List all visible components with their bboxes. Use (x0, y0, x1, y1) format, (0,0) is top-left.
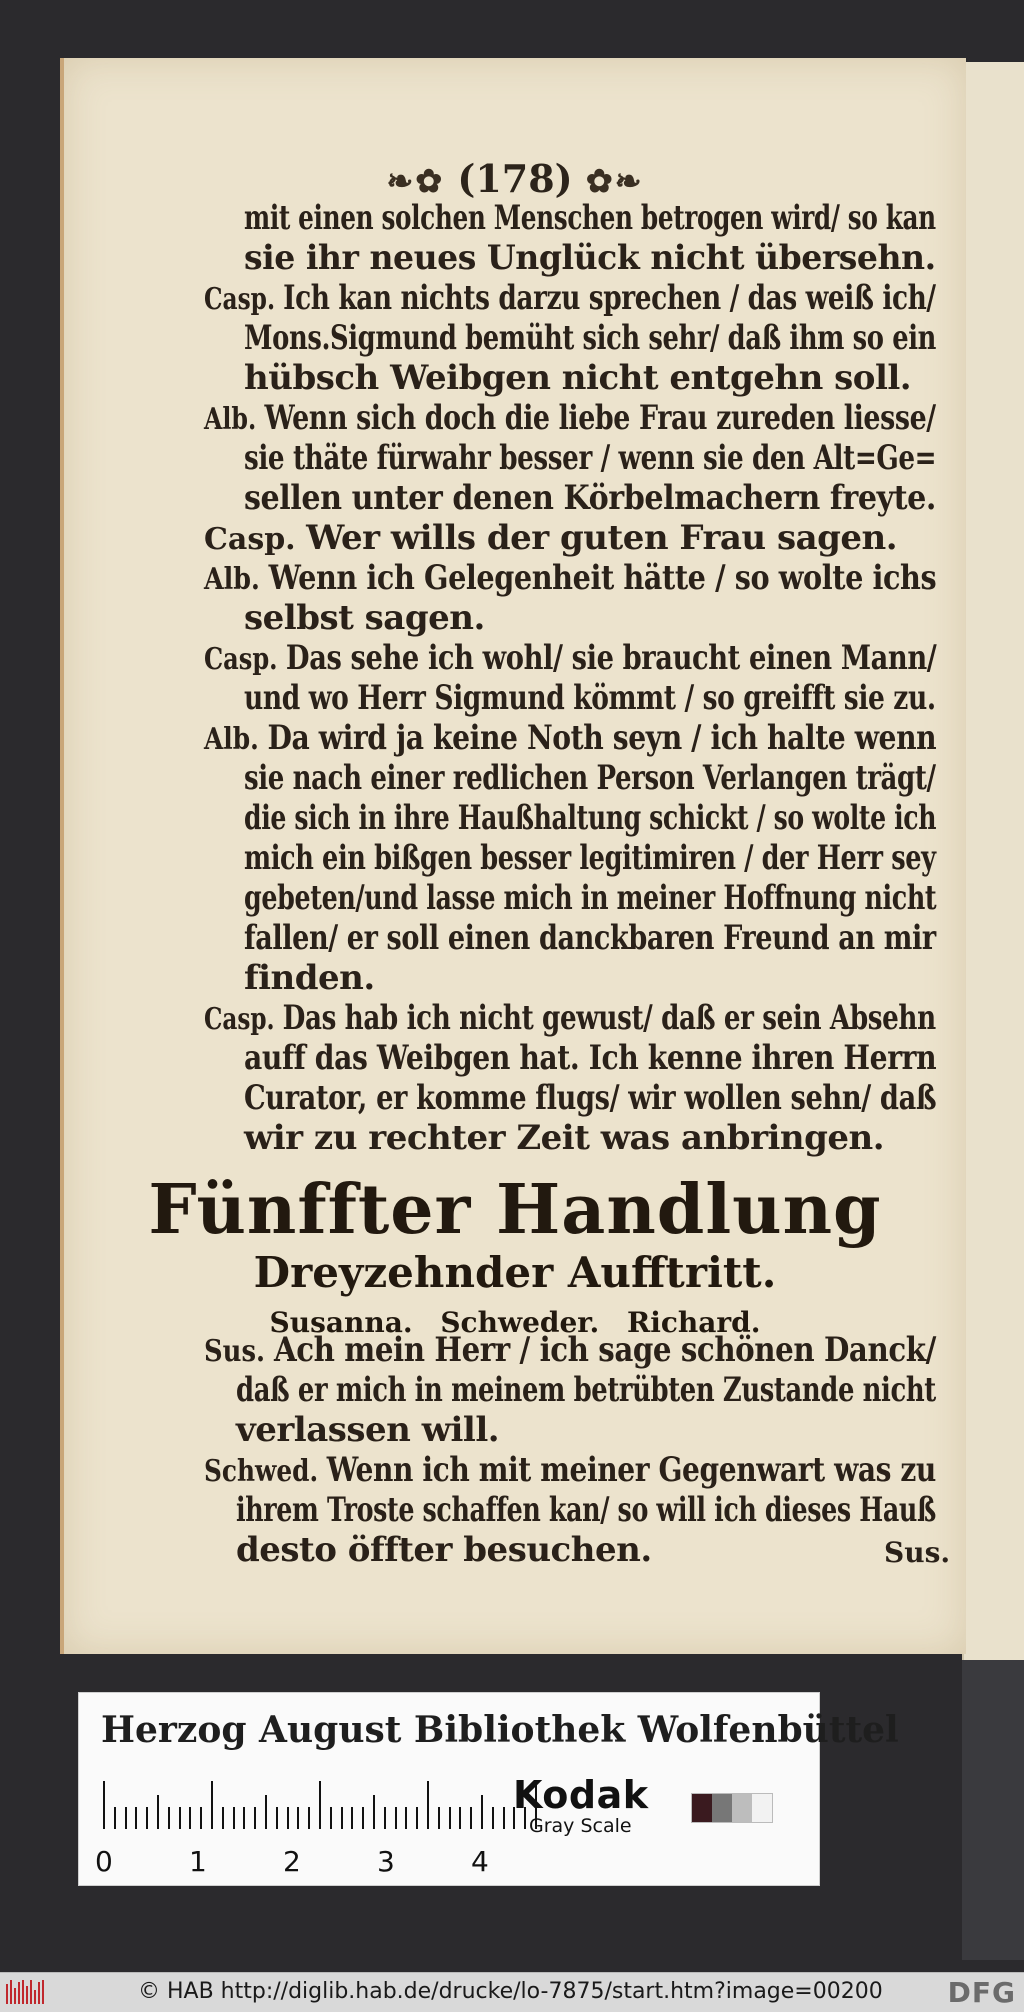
line-text: ihrem Troste schaffen kan/ so will ich dieses Hauß (236, 1490, 936, 1530)
line-text: verlassen will. (236, 1410, 500, 1450)
line-text: mich ein bißgen besser legitimiren / der Herr sey (244, 838, 936, 878)
speaker-label: Alb. (204, 722, 268, 757)
speaker-label: Casp. (204, 642, 286, 677)
ruler-tick (459, 1807, 461, 1829)
line-text: daß er mich in meinem betrübten Zustande nicht (236, 1370, 936, 1410)
speaker-label: Casp. (204, 282, 284, 317)
line-text: selbst sagen. (244, 598, 485, 638)
speaker-label: Casp. (204, 1002, 283, 1037)
dialogue-block-2 (64, 58, 966, 1654)
line-text: finden. (244, 958, 375, 998)
ruler-tick (265, 1795, 267, 1829)
ruler-tick (114, 1807, 116, 1829)
ruler-tick (243, 1807, 245, 1829)
speaker-label: Casp. (204, 522, 307, 557)
kodak-logo: Kodak (513, 1773, 649, 1817)
ruler-number: 1 (189, 1845, 207, 1878)
line-text: Da wird ja keine Noth seyn / ich halte wenn (267, 718, 937, 758)
line-text: Curator, er komme flugs/ wir wollen sehn/ daß (244, 1078, 937, 1118)
ruler-number: 3 (377, 1845, 395, 1878)
line-text: Wer wills der guten Frau sagen. (306, 518, 898, 558)
ruler-tick (200, 1807, 202, 1829)
speaker-label: Alb. (204, 402, 265, 437)
ruler-tick (222, 1807, 224, 1829)
ruler-tick (503, 1807, 505, 1829)
ruler-tick (362, 1807, 364, 1829)
barcode-bar (6, 1984, 8, 2004)
barcode-bar (42, 1980, 44, 2004)
page-number: (178) (457, 156, 573, 201)
ruler-tick (276, 1807, 278, 1829)
ruler-tick (254, 1807, 256, 1829)
dfg-logo: DFG (947, 1976, 1016, 2009)
ruler-number: 2 (283, 1845, 301, 1878)
text-line (236, 1490, 936, 1530)
ruler-tick (103, 1781, 105, 1829)
catchword: Sus. (884, 1536, 951, 1569)
text-line (204, 1330, 936, 1370)
ruler-tick (481, 1795, 483, 1829)
cast-list: Susanna. Schweder. Richard. (269, 1306, 761, 1339)
line-text: die sich in ihre Haußhaltung schickt / so wolte ich (244, 798, 937, 838)
ornament-left-icon: ❧✿ (386, 162, 445, 200)
barcode-bar (38, 1982, 40, 2004)
gray-swatch (732, 1794, 752, 1822)
scanner-background (962, 1660, 1024, 1960)
line-text: wir zu rechter Zeit was anbringen. (244, 1118, 885, 1158)
line-text: Wenn sich doch die liebe Frau zureden liesse/ (264, 398, 936, 438)
text-line (236, 1410, 499, 1450)
color-calibration-card (78, 1692, 899, 1886)
speaker-label: Schwed. (204, 1454, 327, 1489)
ornament-right-icon: ✿❧ (585, 162, 644, 200)
line-text: Das sehe ich wohl/ sie braucht einen Mann/ (285, 638, 937, 678)
footer-copyright-link[interactable]: © HAB http://diglib.hab.de/drucke/lo-7875/start.htm?image=00200 (138, 1979, 883, 2004)
barcode-bar (10, 1980, 12, 2004)
ruler-tick (319, 1781, 321, 1829)
ruler-tick (308, 1807, 310, 1829)
ruler-tick (470, 1807, 472, 1829)
ruler-tick (189, 1807, 191, 1829)
line-text: gebeten/und lasse mich in meiner Hoffnung nicht (244, 878, 937, 918)
barcode-bar (30, 1980, 32, 2004)
ruler-tick (157, 1795, 159, 1829)
line-text: Das hab ich nicht gewust/ daß er sein Absehn (282, 998, 936, 1038)
line-text: und wo Herr Sigmund kömmt / so greifft sie zu. (244, 678, 936, 718)
barcode-bar (26, 1986, 28, 2004)
barcode-bar (18, 1982, 20, 2004)
ruler-tick (449, 1807, 451, 1829)
line-text: Wenn ich Gelegenheit hätte / so wolte ichs (268, 558, 937, 598)
ruler-tick (395, 1807, 397, 1829)
ruler-tick (427, 1781, 429, 1829)
line-text: sellen unter denen Körbelmachern freyte. (244, 478, 936, 518)
gray-swatch (712, 1794, 732, 1822)
line-text: fallen/ er soll einen danckbaren Freund an mir (244, 918, 936, 958)
line-text: hübsch Weibgen nicht entgehn soll. (244, 358, 912, 398)
ruler-tick (135, 1807, 137, 1829)
scene-title: Dreyzehnder Aufftritt. (253, 1248, 777, 1297)
ruler-tick (287, 1807, 289, 1829)
barcode-bar (14, 1988, 16, 2004)
institution-name: Herzog August Bibliothek Wolfenbüttel (101, 1709, 899, 1751)
ruler-tick (492, 1807, 494, 1829)
line-text: desto öffter besuchen. (236, 1530, 652, 1570)
act-title: Fünffter Handlung (148, 1170, 882, 1250)
ruler-tick (330, 1807, 332, 1829)
ruler-tick (438, 1807, 440, 1829)
line-text: Ich kan nichts darzu sprechen / das weiß ich/ (283, 278, 936, 318)
next-page-edge (962, 62, 1024, 1660)
line-text: auff das Weibgen hat. Ich kenne ihren Herrn (244, 1038, 937, 1078)
ruler-tick (341, 1807, 343, 1829)
text-line (204, 1450, 936, 1490)
line-text: sie ihr neues Unglück nicht übersehn. (244, 238, 936, 278)
speaker-label: Sus. (204, 1334, 274, 1369)
gray-swatch (692, 1794, 712, 1822)
ruler-tick (373, 1795, 375, 1829)
ruler-tick (233, 1807, 235, 1829)
barcode-bar (22, 1980, 24, 2004)
footer-bar (0, 1972, 1024, 2012)
ruler-tick (146, 1807, 148, 1829)
book-page (60, 58, 966, 1654)
barcode-bar (34, 1990, 36, 2004)
ruler-number: 4 (471, 1845, 489, 1878)
line-text: Mons.Sigmund bemüht sich sehr/ daß ihm so ein (244, 318, 936, 358)
ruler-tick (351, 1807, 353, 1829)
line-text: Ach mein Herr / ich sage schönen Danck/ (273, 1330, 936, 1370)
ruler-tick (168, 1807, 170, 1829)
ruler-tick (405, 1807, 407, 1829)
gray-scale-label: Gray Scale (529, 1815, 632, 1837)
measurement-ruler (103, 1781, 563, 1829)
line-text: mit einen solchen Menschen betrogen wird/ so kan (244, 198, 936, 238)
gray-swatch (752, 1794, 772, 1822)
line-text: sie nach einer redlichen Person Verlangen trägt/ (244, 758, 936, 798)
ruler-number: 0 (95, 1845, 113, 1878)
ruler-tick (179, 1807, 181, 1829)
ruler-tick (297, 1807, 299, 1829)
ruler-tick (211, 1781, 213, 1829)
gray-scale-swatches (691, 1793, 773, 1823)
ruler-tick (416, 1807, 418, 1829)
barcode-icon (6, 1980, 46, 2004)
ruler-tick (125, 1807, 127, 1829)
text-line (236, 1370, 936, 1410)
text-line (236, 1530, 652, 1570)
speaker-label: Alb. (204, 562, 269, 597)
line-text: Wenn ich mit meiner Gegenwart was zu (326, 1450, 936, 1490)
ruler-tick (384, 1807, 386, 1829)
line-text: sie thäte fürwahr besser / wenn sie den Alt=Ge= (244, 438, 937, 478)
